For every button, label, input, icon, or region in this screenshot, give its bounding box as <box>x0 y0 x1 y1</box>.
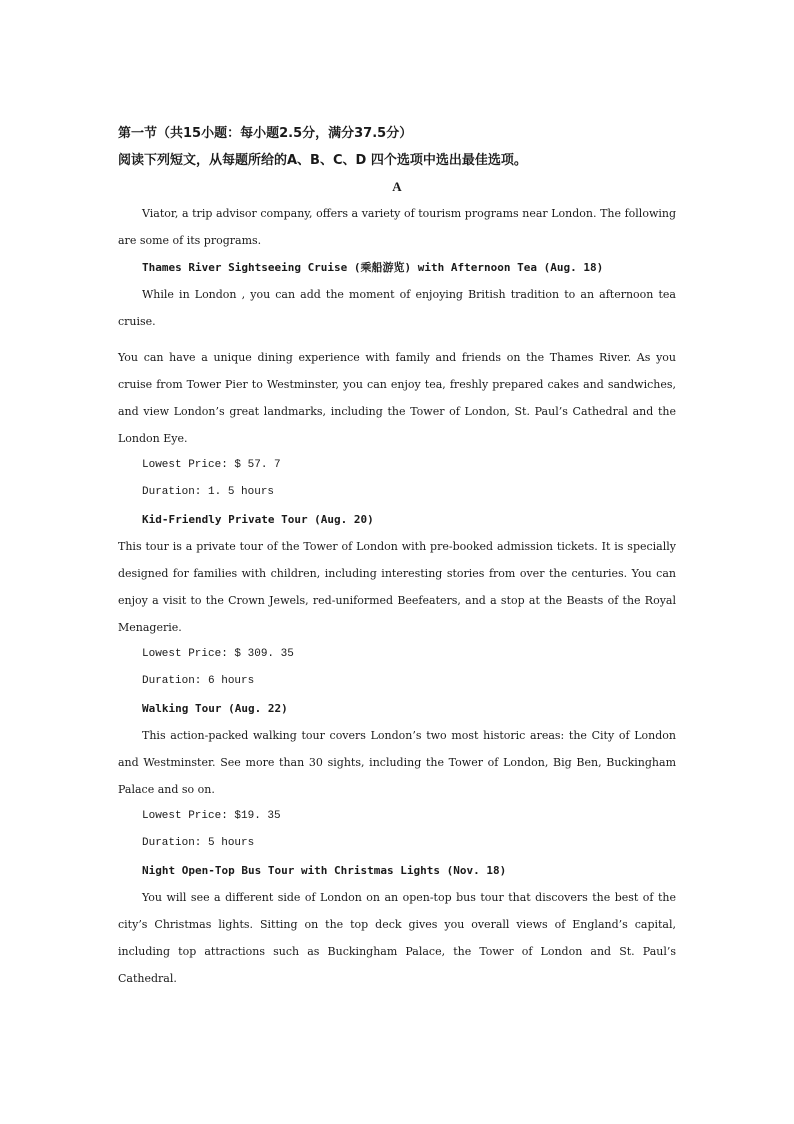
tour-title-kid-friendly: Kid-Friendly Private Tour (Aug. 20) <box>142 513 374 526</box>
section-instruction: 阅读下列短文，从每题所给的A、B、C、D 四个选项中选出最佳选项。 <box>118 153 527 168</box>
tour-thames-para1: While in London , you can add the moment of enjoying British tradition to an afternoon tea cruise. <box>118 288 676 328</box>
tour-thames-duration: Duration: 1. 5 hours <box>142 486 275 498</box>
tour-walking-duration: Duration: 5 hours <box>142 837 255 849</box>
tour-kid-friendly-para1: This tour is a private tour of the Tower of London with pre-booked admission tickets. It is specially designed for families with children, including interesting stories from over the centuries. You can enjoy a visit to the Crown Jewels, red-uniformed Beefeaters, and a stop at the Beasts of the Royal Menagerie. <box>118 540 676 634</box>
tour-thames-para2: You can have a unique dining experience with family and friends on the Thames River. As you cruise from Tower Pier to Westminster, you can enjoy tea, freshly prepared cakes and sandwiches, and view London’s great landmarks, including the Tower of London, St. Paul’s Cathedral and the London Eye. <box>118 351 676 445</box>
passage-label: A <box>392 179 402 194</box>
tour-title-night-bus: Night Open-Top Bus Tour with Christmas Lights (Nov. 18) <box>142 864 507 877</box>
tour-night-bus-para1: You will see a different side of London on an open-top bus tour that discovers the best of the city’s Christmas lights. Sitting on the top deck gives you overall views of England’s capital, including top attractions such as Buckingham Palace, the Tower of London and St. Paul’s Cathedral. <box>118 891 676 985</box>
spacer <box>118 335 676 344</box>
tour-walking-para1: This action-packed walking tour covers London’s two most historic areas: the City of London and Westminster. See more than 30 sights, including the Tower of London, Big Ben, Buckingham Palace and so on. <box>118 729 676 796</box>
intro-paragraph: Viator, a trip advisor company, offers a variety of tourism programs near London. The following are some of its programs. <box>118 207 676 247</box>
section-title: 第一节（共15小题：每小题2.5分，满分37.5分） <box>118 126 413 141</box>
tour-kid-friendly-price: Lowest Price: $ 309. 35 <box>142 648 294 660</box>
tour-thames-price: Lowest Price: $ 57. 7 <box>142 459 281 471</box>
tour-walking-price: Lowest Price: $19. 35 <box>142 810 281 822</box>
tour-title-thames: Thames River Sightseeing Cruise (乘船游览) with Afternoon Tea (Aug. 18) <box>142 261 604 274</box>
tour-title-walking: Walking Tour (Aug. 22) <box>142 702 288 715</box>
tour-kid-friendly-duration: Duration: 6 hours <box>142 675 255 687</box>
